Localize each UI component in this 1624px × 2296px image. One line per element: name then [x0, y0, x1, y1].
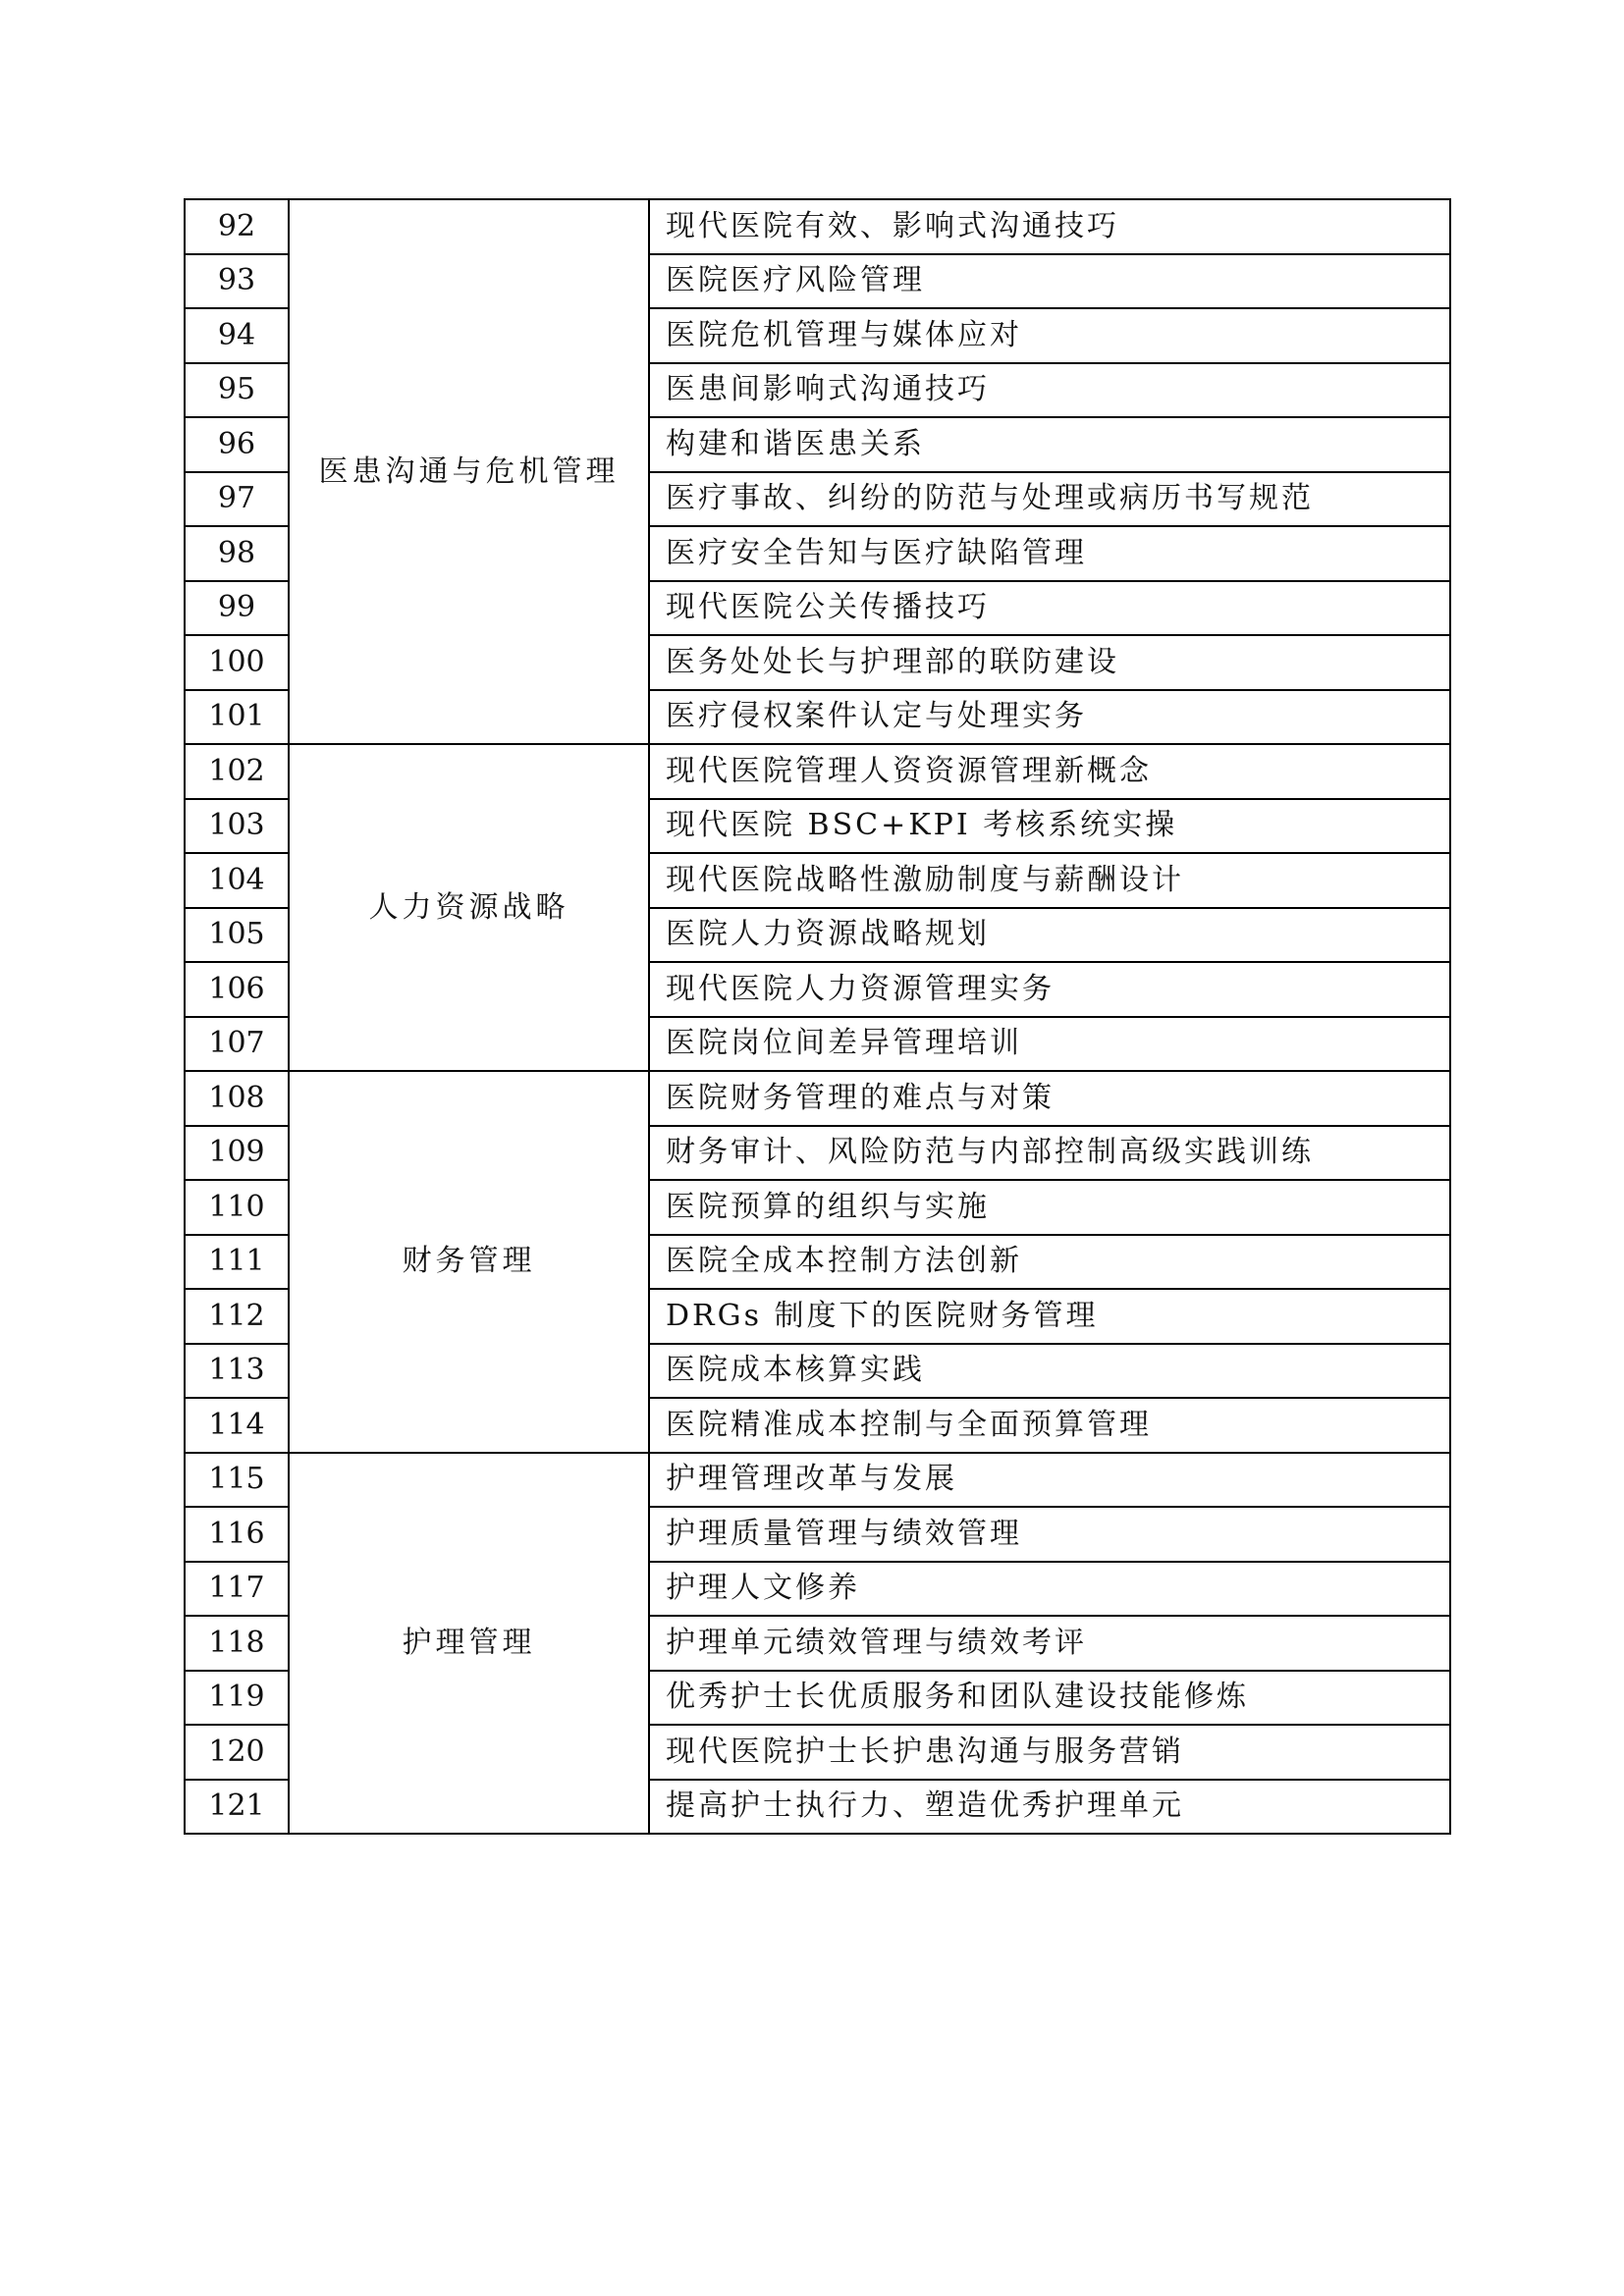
category-cell: 财务管理	[289, 1071, 649, 1453]
course-title: 财务审计、风险防范与内部控制高级实践训练	[649, 1126, 1450, 1181]
course-title: 医院财务管理的难点与对策	[649, 1071, 1450, 1126]
course-title: 现代医院护士长护患沟通与服务营销	[649, 1725, 1450, 1780]
row-number: 118	[185, 1616, 289, 1671]
row-number: 121	[185, 1780, 289, 1835]
table-row	[185, 744, 1450, 799]
row-number: 120	[185, 1725, 289, 1780]
row-number: 103	[185, 799, 289, 854]
course-title: 优秀护士长优质服务和团队建设技能修炼	[649, 1671, 1450, 1726]
table-row	[185, 199, 1450, 254]
course-title: 现代医院公关传播技巧	[649, 581, 1450, 636]
course-title: 医疗事故、纠纷的防范与处理或病历书写规范	[649, 472, 1450, 527]
table-row	[185, 1071, 1450, 1126]
row-number: 101	[185, 690, 289, 745]
row-number: 116	[185, 1507, 289, 1562]
course-title: 护理单元绩效管理与绩效考评	[649, 1616, 1450, 1671]
row-number: 113	[185, 1344, 289, 1399]
course-title: 医院医疗风险管理	[649, 254, 1450, 309]
row-number: 106	[185, 962, 289, 1017]
course-title: 医患间影响式沟通技巧	[649, 363, 1450, 418]
course-title: 医务处处长与护理部的联防建设	[649, 635, 1450, 690]
category-cell: 人力资源战略	[289, 744, 649, 1071]
row-number: 108	[185, 1071, 289, 1126]
row-number: 114	[185, 1398, 289, 1453]
course-title: 现代医院管理人资资源管理新概念	[649, 744, 1450, 799]
course-title: 医疗侵权案件认定与处理实务	[649, 690, 1450, 745]
row-number: 98	[185, 526, 289, 581]
row-number: 93	[185, 254, 289, 309]
category-cell: 护理管理	[289, 1453, 649, 1835]
course-title: 提高护士执行力、塑造优秀护理单元	[649, 1780, 1450, 1835]
course-title: 现代医院有效、影响式沟通技巧	[649, 199, 1450, 254]
row-number: 111	[185, 1235, 289, 1290]
course-title: 构建和谐医患关系	[649, 417, 1450, 472]
course-title: 医院危机管理与媒体应对	[649, 308, 1450, 363]
row-number: 105	[185, 908, 289, 963]
course-title: 医院岗位间差异管理培训	[649, 1017, 1450, 1072]
row-number: 104	[185, 853, 289, 908]
row-number: 97	[185, 472, 289, 527]
course-title: 医院精准成本控制与全面预算管理	[649, 1398, 1450, 1453]
course-title: 医院预算的组织与实施	[649, 1180, 1450, 1235]
row-number: 100	[185, 635, 289, 690]
course-title: 医院成本核算实践	[649, 1344, 1450, 1399]
table-row	[185, 1453, 1450, 1508]
row-number: 117	[185, 1562, 289, 1617]
course-title: 现代医院 BSC+KPI 考核系统实操	[649, 799, 1450, 854]
course-title: 护理质量管理与绩效管理	[649, 1507, 1450, 1562]
row-number: 94	[185, 308, 289, 363]
course-title: 现代医院战略性激励制度与薪酬设计	[649, 853, 1450, 908]
course-title: 医院全成本控制方法创新	[649, 1235, 1450, 1290]
row-number: 119	[185, 1671, 289, 1726]
course-catalog-body	[185, 199, 1450, 1834]
row-number: 112	[185, 1289, 289, 1344]
row-number: 109	[185, 1126, 289, 1181]
row-number: 95	[185, 363, 289, 418]
course-catalog-table	[184, 198, 1451, 1835]
row-number: 96	[185, 417, 289, 472]
row-number: 110	[185, 1180, 289, 1235]
row-number: 99	[185, 581, 289, 636]
row-number: 102	[185, 744, 289, 799]
row-number: 115	[185, 1453, 289, 1508]
category-cell: 医患沟通与危机管理	[289, 199, 649, 744]
course-title: 护理人文修养	[649, 1562, 1450, 1617]
row-number: 92	[185, 199, 289, 254]
course-title: 医院人力资源战略规划	[649, 908, 1450, 963]
course-title: 现代医院人力资源管理实务	[649, 962, 1450, 1017]
row-number: 107	[185, 1017, 289, 1072]
course-title: DRGs 制度下的医院财务管理	[649, 1289, 1450, 1344]
course-title: 医疗安全告知与医疗缺陷管理	[649, 526, 1450, 581]
course-title: 护理管理改革与发展	[649, 1453, 1450, 1508]
